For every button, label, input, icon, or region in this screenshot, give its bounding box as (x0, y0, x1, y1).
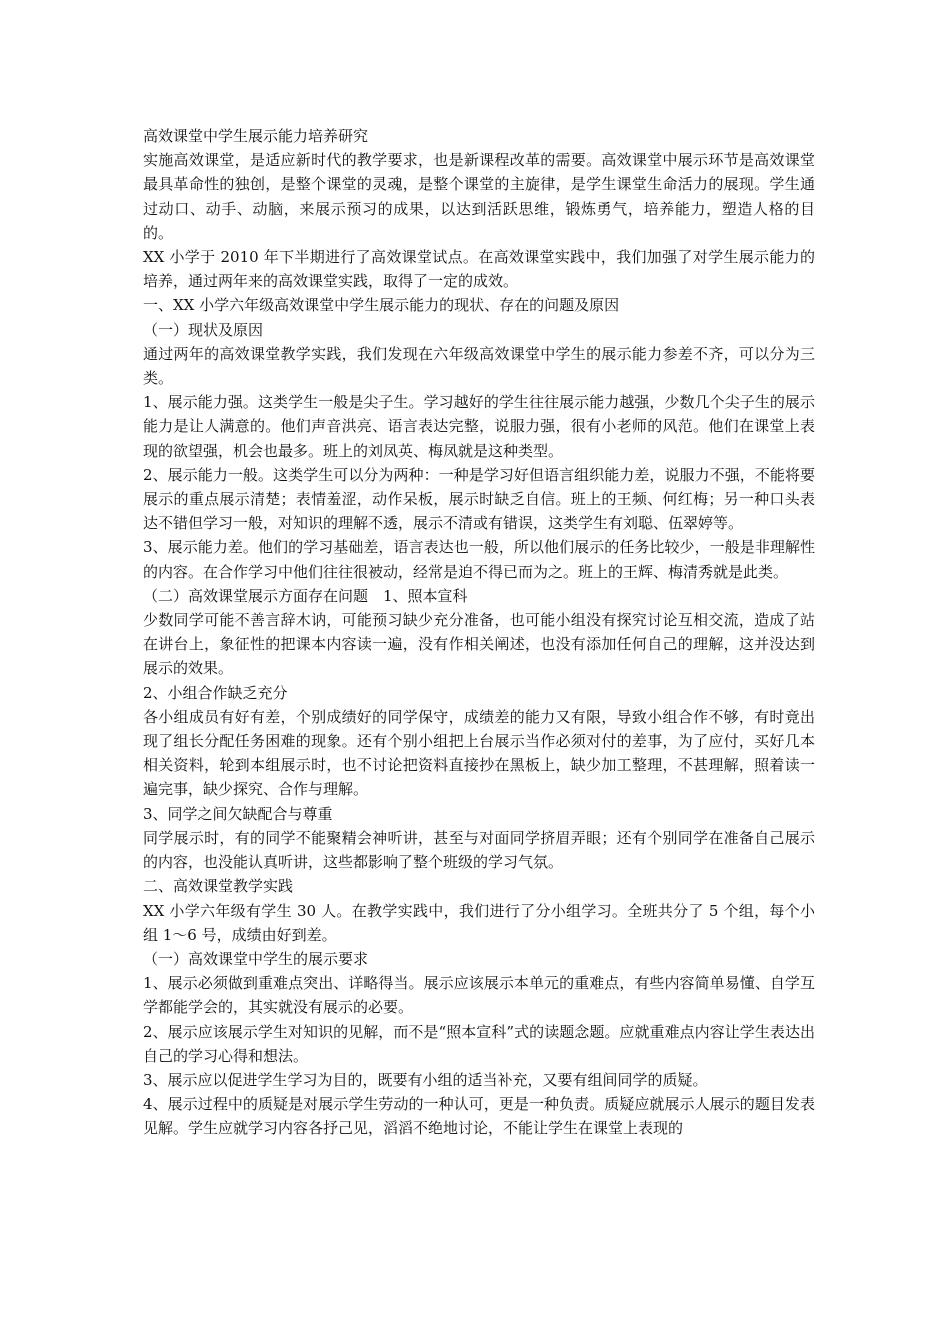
paragraph: 通过两年的高效课堂教学实践，我们发现在六年级高效课堂中学生的展示能力参差不齐，可以分为三类。 (143, 344, 815, 388)
list-item: 1、展示必须做到重难点突出、详略得当。展示应该展示本单元的重难点，有些内容简单易懂、自学互学都能学会的，其实就没有展示的必要。 (143, 974, 815, 1017)
list-item: 3、展示应以促进学生学习为目的，既要有小组的适当补充，又要有组间同学的质疑。 (143, 1070, 708, 1089)
item-heading: 2、小组合作缺乏充分 (143, 683, 288, 702)
list-item: 4、展示过程中的质疑是对展示学生劳动的一种认可，更是一种负责。质疑应就展示人展示的题目发表见解。学生应就学习内容各抒己见，滔滔不绝地讨论，不能让学生在课堂上表现的 (143, 1095, 815, 1138)
subsection-heading-1-1: （一）现状及原因 (143, 320, 264, 339)
paragraph-intro: 实施高效课堂，是适应新时代的教学要求，也是新课程改革的需要。高效课堂中展示环节是高效课堂最具革命性的独创，是整个课堂的灵魂，是整个课堂的主旋律，是学生课堂生命活力的展现。学生通过动口、动手、动脑，来展示预习的成果，以达到活跃思维，锻炼勇气，培养能力，塑造人格的目的。 (143, 151, 815, 242)
document-title: 高效课堂中学生展示能力培养研究 (143, 127, 369, 145)
paragraph: XX 小学六年级有学生 30 人。在教学实践中，我们进行了分小组学习。全班共分了 5 个组，每个小组 1～6 号，成绩由好到差。 (143, 901, 815, 944)
paragraph: 各小组成员有好有差，个别成绩好的同学保守，成绩差的能力又有限，导致小组合作不够，有时竟出现了组长分配任务困难的现象。还有个别小组把上台展示当作必须对付的差事，为了应付，买好几本相关资料，轮到本组展示时，也不讨论把资料直接抄在黑板上，缺少加工整理，不甚理解，照着读一遍完事，缺少探究、合作与理解。 (143, 707, 815, 799)
paragraph: 同学展示时，有的同学不能聚精会神听讲，甚至与对面同学挤眉弄眼；还有个别同学在准备自己展示的内容，也没能认真听讲，这些都影响了整个班级的学习气氛。 (143, 828, 815, 872)
subsection-heading-1-2: （二）高效课堂展示方面存在问题 1、照本宣科 (143, 586, 468, 605)
document-page (143, 124, 815, 1141)
section-heading-1: 一、XX 小学六年级高效课堂中学生展示能力的现状、存在的问题及原因 (143, 296, 620, 315)
paragraph: 少数同学可能不善言辞木讷，可能预习缺少充分准备，也可能小组没有探究讨论互相交流，造成了站在讲台上，象征性的把课本内容读一遍，没有作相关阐述，也没有添加任何自己的理解，这并没达到展示的效果。 (143, 611, 815, 678)
list-item: 3、展示能力差。他们的学习基础差，语言表达也一般，所以他们展示的任务比较少，一般是非理解性的内容。在合作学习中他们往往很被动，经常是迫不得已而为之。班上的王辉、梅清秀就是此类。 (143, 538, 815, 581)
list-item: 2、展示能力一般。这类学生可以分为两种：一种是学习好但语言组织能力差，说服力不强，不能将要展示的重点展示清楚；表情羞涩，动作呆板，展示时缺乏自信。班上的王频、何红梅；另一种口头表达不错但学习一般，对知识的理解不透，展示不清或有错误，这类学生有刘聪、伍翠婷等。 (143, 465, 815, 533)
subsection-heading-2-1: （一）高效课堂中学生的展示要求 (143, 949, 369, 968)
item-heading: 3、同学之间欠缺配合与尊重 (143, 804, 333, 823)
list-item: 1、展示能力强。这类学生一般是尖子生。学习越好的学生往往展示能力越强，少数几个尖子生的展示能力是让人满意的。他们声音洪亮、语言表达完整，说服力强，很有小老师的风范。他们在课堂上表现的欲望强，机会也最多。班上的刘凤英、梅凤就是这种类型。 (143, 393, 815, 460)
section-heading-2: 二、高效课堂教学实践 (143, 877, 294, 896)
paragraph-pilot: XX 小学于 2010 年下半期进行了高效课堂试点。在高效课堂实践中，我们加强了对学生展示能力的培养，通过两年来的高效课堂实践，取得了一定的成效。 (143, 248, 815, 291)
list-item: 2、展示应该展示学生对知识的见解，而不是“照本宣科”式的读题念题。应就重难点内容让学生表达出自己的学习心得和想法。 (143, 1022, 815, 1065)
